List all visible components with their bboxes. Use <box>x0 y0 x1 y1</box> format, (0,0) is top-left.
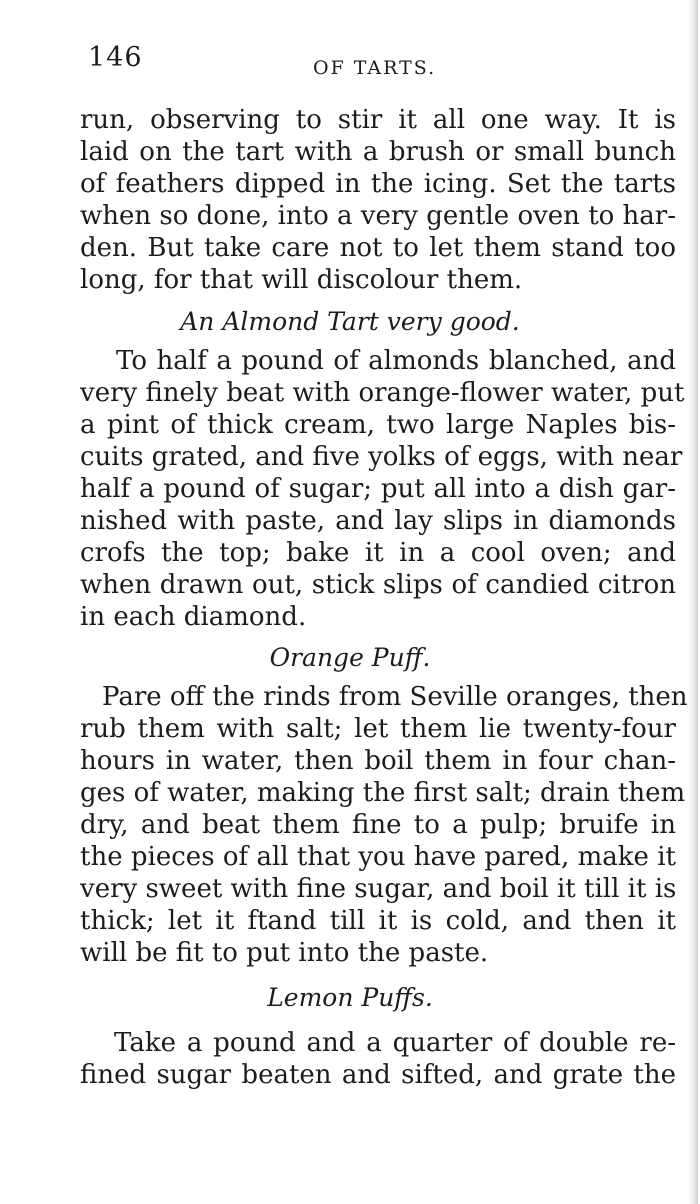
text-line: laid on the tart with a brush or small bunch <box>80 137 676 167</box>
text-line: den. But take care not to let them stand too <box>80 233 676 263</box>
running-title: OF TARTS. <box>313 57 437 79</box>
page-header <box>88 42 648 82</box>
text-line: half a pound of sugar; put all into a dish gar- <box>80 474 676 504</box>
text-line: very sweet with fine sugar, and boil it till it is <box>80 874 677 904</box>
text-line: dry, and beat them fine to a pulp; bruife in <box>80 810 676 840</box>
text-line: run, observing to stir it all one way. It is <box>80 105 676 135</box>
text-line: the pieces of all that you have pared, make it <box>80 842 676 872</box>
recipe-heading-orange-puff: Orange Puff. <box>269 643 431 672</box>
recipe-heading-almond-tart: An Almond Tart very good. <box>180 307 520 336</box>
text-line: hours in water, then boil them in four chan- <box>80 746 676 776</box>
text-line: ges of water, making the first salt; drain them <box>80 778 686 808</box>
text-line: will be fit to put into the paste. <box>80 938 489 968</box>
recipe-heading-lemon-puffs: Lemon Puffs. <box>267 983 433 1012</box>
text-line: in each diamond. <box>80 602 307 632</box>
text-line: very finely beat with orange-flower water, put <box>80 378 685 408</box>
text-line: crofs the top; bake it in a cool oven; and <box>80 538 676 568</box>
text-line: when drawn out, stick slips of candied citron <box>80 570 676 600</box>
text-line: a pint of thick cream, two large Naples bis- <box>80 410 676 440</box>
text-line: of feathers dipped in the icing. Set the tarts <box>80 169 676 199</box>
text-line: when so done, into a very gentle oven to har- <box>80 201 677 231</box>
text-line: nished with paste, and lay slips in diamonds <box>80 506 676 536</box>
text-line: fined sugar beaten and sifted, and grate the <box>80 1060 676 1090</box>
text-line: Take a pound and a quarter of double re- <box>114 1028 676 1058</box>
text-line: To half a pound of almonds blanched, and <box>116 346 676 376</box>
text-line: cuits grated, and five yolks of eggs, with near <box>80 442 683 472</box>
text-line: Pare off the rinds from Seville oranges, then <box>102 682 688 712</box>
text-line: thick; let it ftand till it is cold, and then it <box>80 906 676 936</box>
page-spine-edge <box>688 0 698 1204</box>
text-line: long, for that will discolour them. <box>80 265 523 295</box>
text-line: rub them with salt; let them lie twenty-four <box>80 714 676 744</box>
page-number: 146 <box>88 42 143 73</box>
